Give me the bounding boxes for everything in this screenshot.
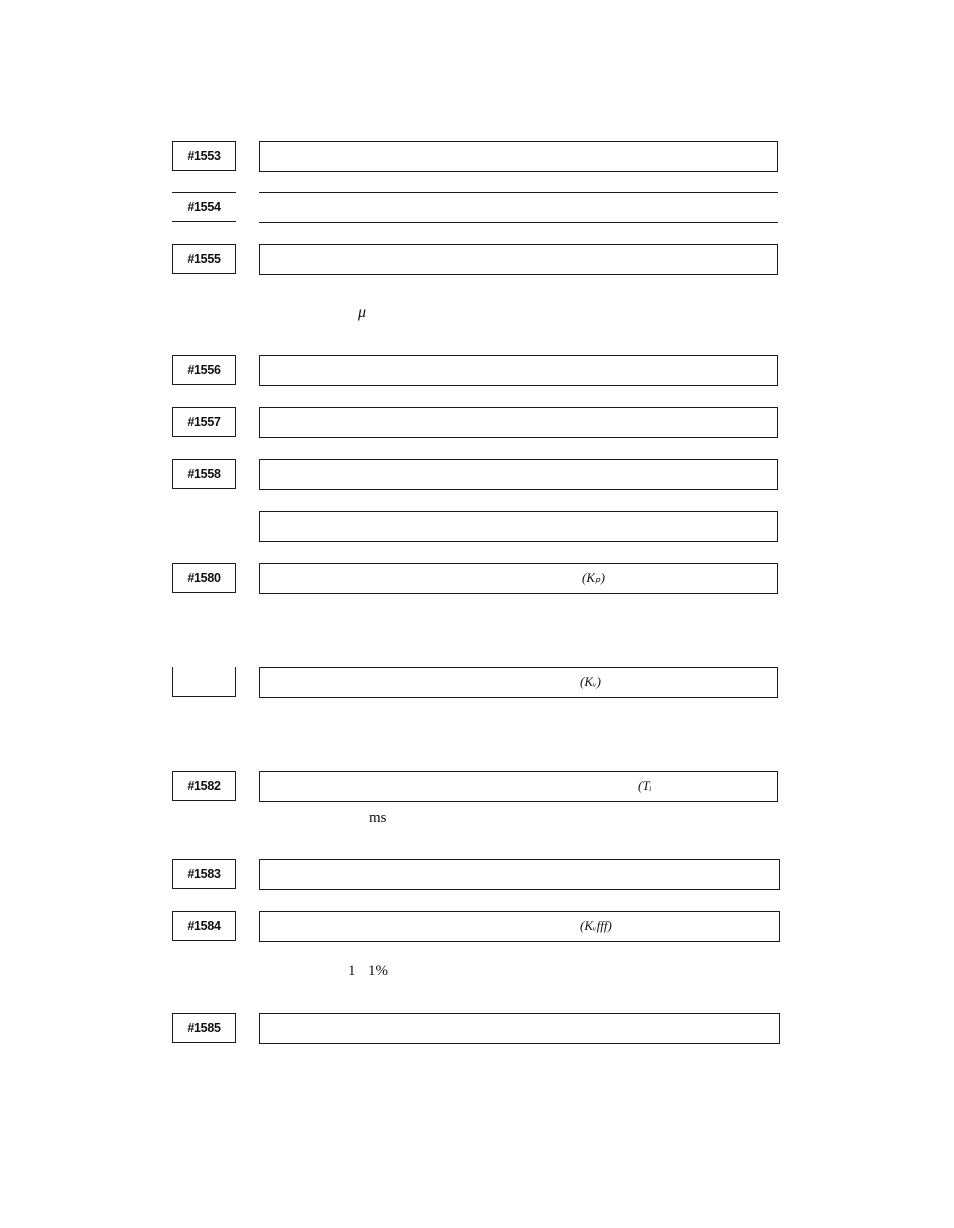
mu-symbol: μ bbox=[358, 304, 367, 321]
kv-symbol: (Kᵥ) bbox=[580, 674, 601, 689]
param-1554-label: #1554 bbox=[172, 192, 236, 222]
param-1580-description bbox=[259, 563, 778, 594]
param-1582-label: #1582 bbox=[172, 771, 236, 801]
kvfff-symbol: (Kᵥfff) bbox=[580, 918, 612, 933]
param-1581-label bbox=[172, 667, 236, 697]
percent-value: 1% bbox=[368, 963, 388, 979]
param-1558-description bbox=[259, 459, 778, 490]
param-1556-label: #1556 bbox=[172, 355, 236, 385]
param-1583-description bbox=[259, 859, 780, 890]
param-1555-label: #1555 bbox=[172, 244, 236, 274]
param-1585-description bbox=[259, 1013, 780, 1044]
param-1584-description bbox=[259, 911, 780, 942]
param-1553-description bbox=[259, 141, 778, 172]
ms-unit: ms bbox=[369, 810, 387, 826]
param-1553-label: #1553 bbox=[172, 141, 236, 171]
param-1585-label: #1585 bbox=[172, 1013, 236, 1043]
param-1554-description bbox=[259, 192, 778, 223]
param-1557-description bbox=[259, 407, 778, 438]
param-1582-description bbox=[259, 771, 778, 802]
param-1583-label: #1583 bbox=[172, 859, 236, 889]
param-1556-description bbox=[259, 355, 778, 386]
ti-symbol: (Tᵢ bbox=[638, 778, 652, 793]
param-1558-description-2 bbox=[259, 511, 778, 542]
param-1558-label: #1558 bbox=[172, 459, 236, 489]
param-1557-label: #1557 bbox=[172, 407, 236, 437]
param-1584-label: #1584 bbox=[172, 911, 236, 941]
param-1581-description bbox=[259, 667, 778, 698]
param-1555-description bbox=[259, 244, 778, 275]
kp-symbol: (Kₚ) bbox=[582, 570, 605, 585]
param-1580-label: #1580 bbox=[172, 563, 236, 593]
one-value: 1 bbox=[348, 963, 356, 979]
